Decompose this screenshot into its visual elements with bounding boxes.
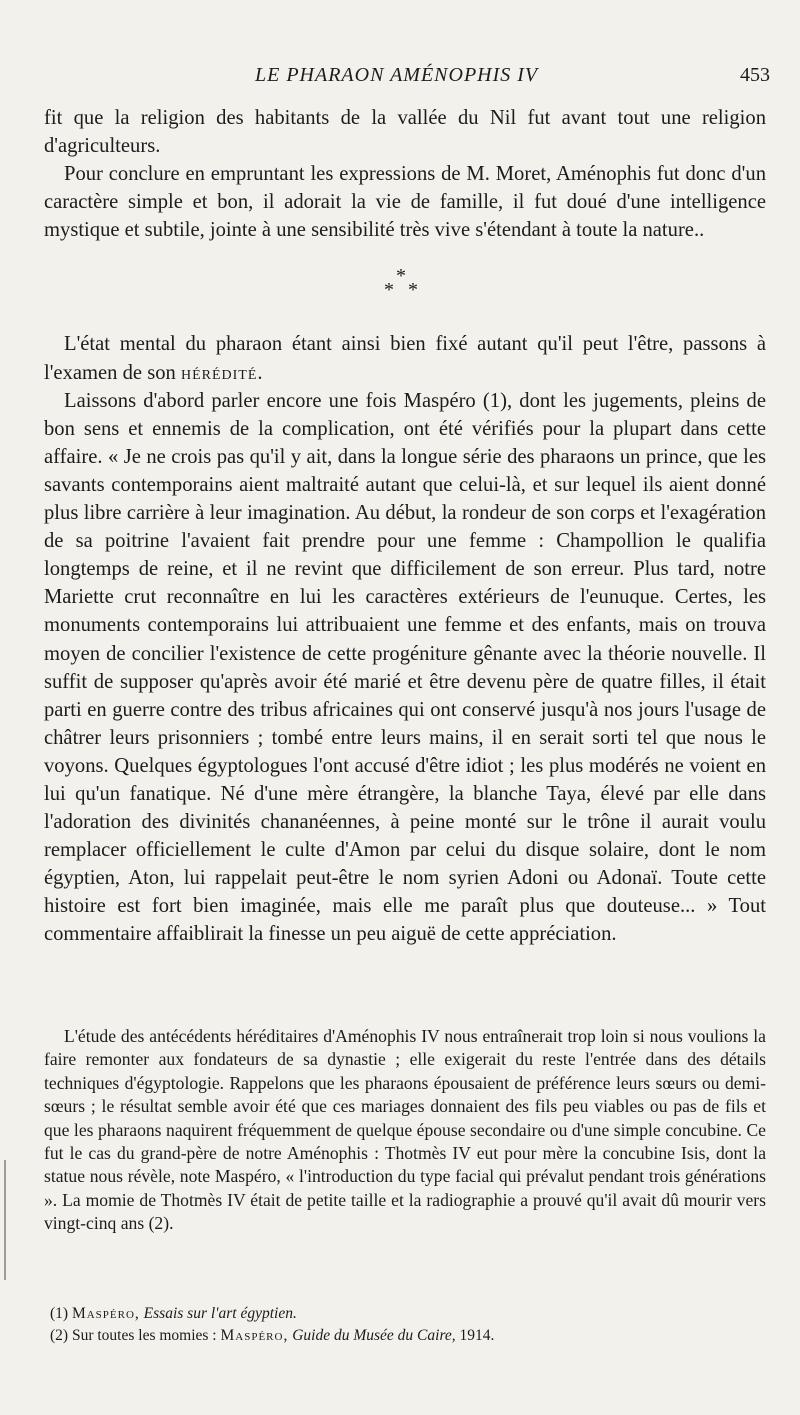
paragraph-conclusion: Pour conclure en empruntant les expressions de M. Moret, Aménophis fut donc d'un caractère simple et bon, il adorait la vie de famille, il fut doué d'une intelligence mystique et subtile, jointe à une sensibilité très vive s'étendant à toute la nature..: [44, 163, 766, 242]
footnotes: [50, 1303, 770, 1347]
asterisk-right: *: [408, 279, 418, 302]
small-print-section: [44, 1025, 766, 1236]
heredity-keyword: hérédité: [180, 361, 258, 384]
page-number: 453: [740, 64, 770, 86]
paragraph-maspero-quote: Laissons d'abord parler encore une fois Maspéro (1), dont les jugements, pleins de bon sens et ennemis de la complication, ont été vérifiés pour la plupart dans cette affaire. « Je ne crois pas qu'il y ait, dans la longue série des pharaons un prince, que les savants contemporains aient maltraité autant que celui-là, et sur lequel ils aient donné plus libre carrière à leur imagination. Au début, la rondeur de son corps et l'exagération de sa poitrine l'avaient fait prendre pour une femme : Champollion le qualifia longtemps de reine, et il ne revint que difficilement de son erreur. Plus tard, notre Mariette crut reconnaître en lui les caractères extérieurs de l'eunuque. Certes, les monuments contemporains lui attribuaient une femme et des enfants, mais on trouva moyen de concilier l'existence de cette progéniture gênante avec la théorie nouvelle. Il suffit de supposer qu'après avoir été marié et être devenu père de quatre filles, il était parti en guerre contre des tribus africaines qui ont conservé jusqu'à nos jours l'usage de châtrer leurs prisonniers ; tombé entre leurs mains, il en serait sorti tel que nous le voyons. Quelques égyptologues l'ont accusé d'être idiot ; les plus modérés ne voient en lui qu'un fanatique. Né d'une mère étrangère, la blanche Taya, élevé par elle dans l'adoration des divinités chananéennes, à peine monté sur le trône il aurait voulu remplacer officiellement le culte d'Amon par celui du disque solaire, dont le nom égyptien, Aton, lui rappelait peut-être le nom syrien Adoni ou Adonaï. Toute cette histoire est fort bien imaginée, mais elle me paraît plus que douteuse... » Tout commentaire affaiblirait la finesse un peu aiguë de cette appréciation.: [44, 389, 766, 946]
paragraph-heredity-text: L'état mental du pharaon étant ainsi bien fixé autant qu'il peut l'être, passons à l'examen de son: [44, 333, 766, 384]
footnote-1-author: Maspéro,: [71, 1305, 140, 1322]
asterisk-left: *: [384, 279, 394, 302]
asterisk-top: *: [396, 265, 406, 288]
main-text: [44, 104, 766, 949]
running-title: LE PHARAON AMÉNOPHIS IV: [255, 64, 539, 86]
paragraph-hereditary-antecedents: L'étude des antécédents héréditaires d'Aménophis IV nous entraînerait trop loin si nous voulions la faire remonter aux fondateurs de sa dynastie ; elle exigerait du reste l'entrée dans des détails techniques d'égyptologie. Rappelons que les pharaons épousaient de préférence leurs sœurs ou demi-sœurs ; le résultat semble avoir été que ces mariages donnaient des fils peu viables ou pas de fils et que les pharaons naquirent fréquemment de quelque épouse secondaire ou d'une simple concubine. Ce fut le cas du grand-père de notre Aménophis : Thotmès IV eut pour mère la concubine Isis, dont la statue nous révèle, note Maspéro, « l'introduction du type facial qui prévalut pendant trois générations ». La momie de Thotmès IV était de petite taille et la radiographie a prouvé qu'il avait dû mourir vers vingt-cinq ans (2).: [44, 1026, 766, 1234]
section-separator-asterism: [44, 252, 766, 314]
footnote-2-year: 1914.: [459, 1327, 495, 1344]
footnote-2-title: Guide du Musée du Caire,: [292, 1327, 456, 1344]
footnote-1-title: Essais sur l'art égyptien.: [143, 1305, 297, 1322]
footnote-2-author: Maspéro,: [220, 1327, 289, 1344]
footnote-1: [50, 1303, 770, 1325]
paragraph-heredity-intro: [44, 330, 766, 386]
paragraph-heredity-period: .: [257, 361, 263, 384]
footnote-2-prefix: Sur toutes les momies :: [71, 1327, 217, 1344]
footnote-1-number: (1): [50, 1305, 69, 1322]
footnote-2: [50, 1325, 770, 1347]
page-header: [0, 64, 800, 94]
paragraph-continuation: fit que la religion des habitants de la vallée du Nil fut avant tout une religion d'agriculteurs.: [44, 107, 766, 158]
footnote-2-number: (2): [50, 1327, 69, 1344]
margin-pencil-mark: [4, 1160, 6, 1280]
